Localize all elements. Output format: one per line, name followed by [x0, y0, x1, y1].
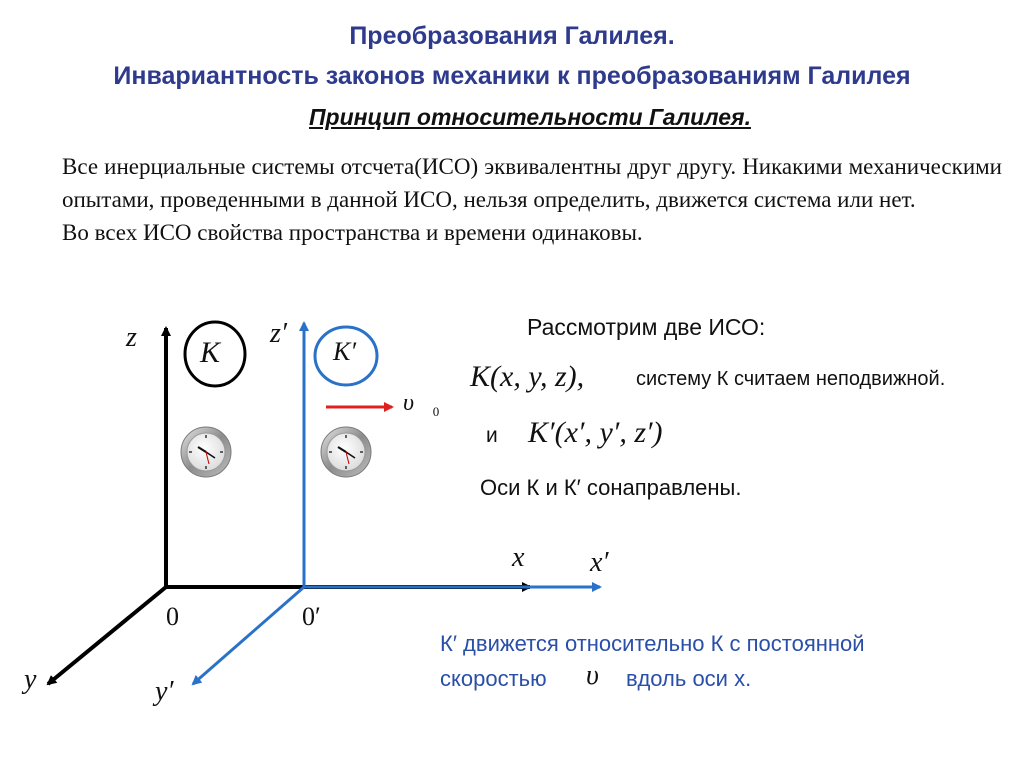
frame-k-label: K [200, 336, 221, 369]
axis-x-label: x [512, 542, 525, 573]
k-prime-formula: K′(x′, y′, z′) [528, 416, 663, 449]
k-axis-y [48, 587, 166, 684]
axis-y-prime-label: y′ [155, 676, 174, 707]
slide-subtitle: Принцип относительности Галилея. [309, 104, 751, 130]
motion-velocity-symbol: υ [586, 660, 599, 691]
origin-label: 0 [166, 602, 179, 631]
clock-icon [321, 427, 371, 477]
slide-title-line2: Инвариантность законов механики к преобразованиям Галилея [113, 62, 911, 90]
motion-description-line1: К′ движется относительно К с постоянной [440, 631, 865, 656]
axis-z-prime-label: z′ [270, 318, 288, 349]
k-prime-axis-y [193, 587, 304, 684]
frame-k-prime-label: K′ [333, 337, 357, 366]
origin-prime-label: 0′ [302, 602, 321, 631]
axis-x-prime-label: x′ [590, 547, 609, 578]
axis-y-label: y [24, 664, 37, 695]
k-formula: K(x, y, z), [470, 360, 585, 393]
consider-heading: Рассмотрим две ИСО: [527, 314, 766, 340]
axes-note: Оси К и К′ сонаправлены. [480, 475, 742, 500]
slide-title: Преобразования Галилея. [349, 22, 675, 50]
motion-description-line2a: скоростью [440, 666, 547, 691]
principle-paragraph-2: Во всех ИСО свойства пространства и времени одинаковы. [62, 220, 643, 245]
axis-z-label: z [126, 322, 137, 353]
clock-icon [181, 427, 231, 477]
motion-description-line2b: вдоль оси х. [626, 666, 752, 691]
principle-paragraph-1: Все инерциальные системы отсчета(ИСО) эквивалентны друг другу. Никакими механическими опытами, проведенными в данной ИСО, нельзя определить, движется система или нет. [62, 154, 1002, 212]
k-note: систему К считаем неподвижной. [636, 368, 946, 390]
and-word: и [486, 424, 498, 447]
velocity-label: $\upsilon⃗_0$ [403, 390, 440, 419]
